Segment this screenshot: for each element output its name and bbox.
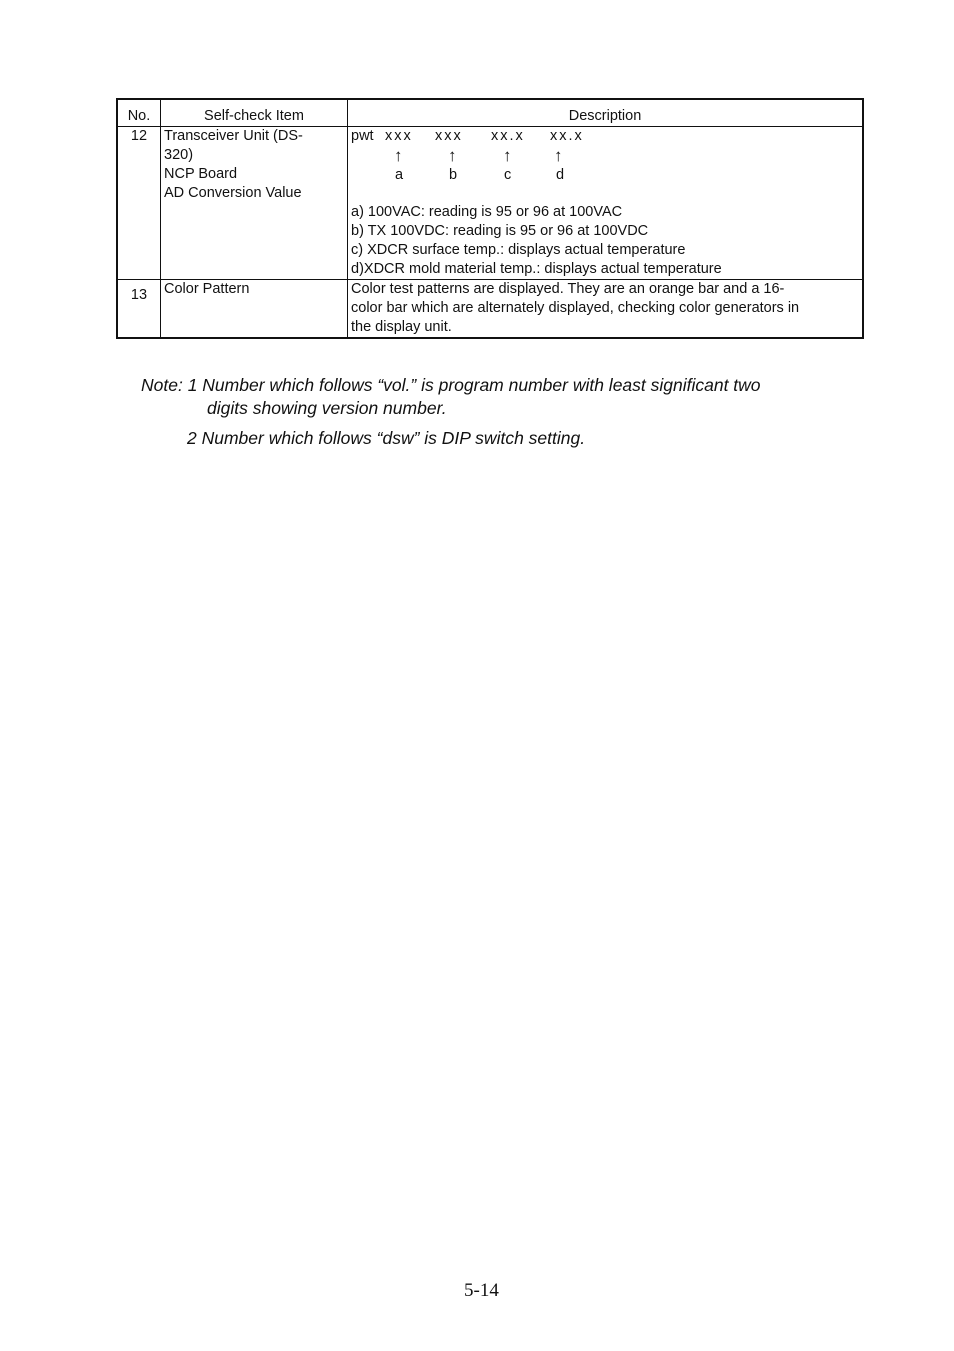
- item-line: Transceiver Unit (DS-: [164, 128, 303, 144]
- description-line: color bar which are alternately displayed, checking color generators in: [351, 300, 800, 316]
- pwt-field-c: xx.x: [491, 128, 525, 144]
- page-number: 5-14: [464, 1280, 499, 1301]
- header-self-check-item: Self-check Item: [161, 99, 348, 127]
- up-arrow-icon: ↑: [394, 146, 403, 165]
- item-line: AD Conversion Value: [164, 185, 302, 201]
- notes-section: [141, 374, 871, 450]
- pwt-format-line: [351, 127, 859, 146]
- pwt-prefix: pwt: [351, 128, 374, 144]
- header-description: Description: [348, 99, 864, 127]
- letter-b: b: [449, 167, 458, 183]
- up-arrow-icon: ↑: [448, 146, 457, 165]
- up-arrow-icon: ↑: [503, 146, 512, 165]
- item-line: 320): [164, 147, 194, 163]
- description-line: a) 100VAC: reading is 95 or 96 at 100VAC: [351, 204, 623, 220]
- letter-row: [351, 166, 859, 185]
- table-row: [117, 127, 863, 280]
- item-line: Color Pattern: [164, 281, 250, 297]
- row-number: 12: [117, 127, 161, 280]
- header-no: No.: [117, 99, 161, 127]
- pwt-field-a: xxx: [385, 128, 413, 144]
- row-number: 13: [117, 280, 161, 339]
- pwt-field-d: xx.x: [550, 128, 584, 144]
- table-row: [117, 280, 863, 339]
- description-line: Color test patterns are displayed. They are an orange bar and a 16-: [351, 281, 785, 297]
- letter-a: a: [395, 167, 404, 183]
- item-line: NCP Board: [164, 166, 238, 182]
- up-arrow-icon: ↑: [554, 146, 563, 165]
- description-cell: [348, 127, 864, 280]
- description-cell: [348, 280, 864, 339]
- self-check-table: [116, 98, 864, 339]
- pwt-field-b: xxx: [435, 128, 463, 144]
- self-check-item: [161, 127, 348, 280]
- note-1-line-1: Note: 1 Number which follows “vol.” is program number with least significant two: [141, 375, 761, 395]
- self-check-item: [161, 280, 348, 339]
- description-line: c) XDCR surface temp.: displays actual temperature: [351, 242, 686, 258]
- note-1-line-2: digits showing version number.: [207, 398, 447, 418]
- letter-c: c: [504, 167, 512, 183]
- table-header-row: [117, 99, 863, 127]
- description-line: b) TX 100VDC: reading is 95 or 96 at 100VDC: [351, 223, 649, 239]
- description-line: the display unit.: [351, 319, 452, 335]
- letter-d: d: [556, 167, 565, 183]
- note-1: [141, 374, 871, 420]
- description-line: d)XDCR mold material temp.: displays actual temperature: [351, 261, 722, 277]
- note-2: 2 Number which follows “dsw” is DIP switch setting.: [187, 428, 586, 448]
- arrow-row: [351, 146, 859, 166]
